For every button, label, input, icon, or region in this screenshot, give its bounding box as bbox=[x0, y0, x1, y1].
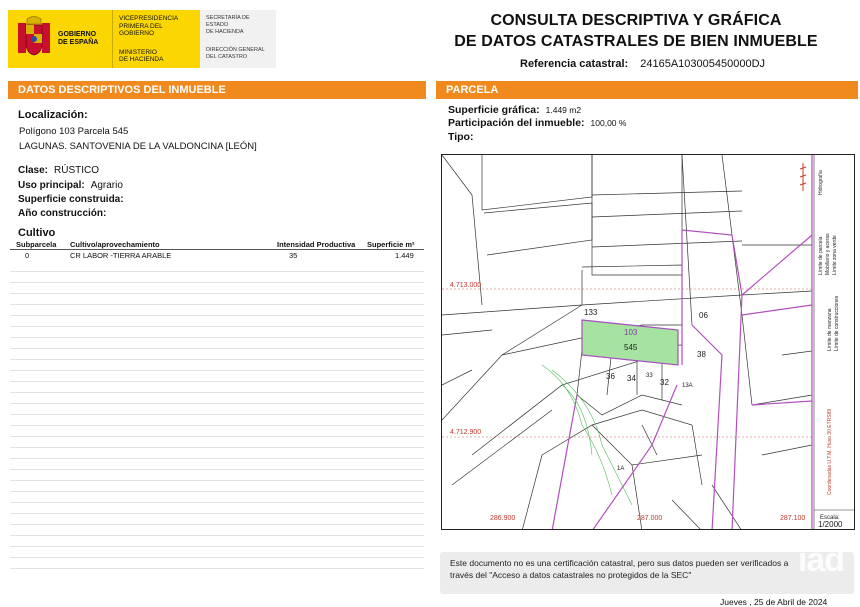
directorate-line2: DEL CATASTRO bbox=[206, 54, 248, 61]
secretariat-line1: SECRETARÍA DE ESTADO bbox=[206, 15, 250, 28]
table-row bbox=[10, 250, 424, 260]
parcel-label-34: 34 bbox=[627, 374, 636, 383]
verification-notice bbox=[440, 541, 854, 594]
cultivo-title: Cultivo bbox=[18, 227, 56, 239]
map-x-label-1: 286.900 bbox=[490, 515, 516, 522]
legend-zona-verde: Límite zona verde bbox=[832, 235, 838, 275]
participacion-label: Participación del inmueble: bbox=[448, 117, 585, 129]
anio-construccion-field bbox=[18, 208, 106, 219]
notice-line1: Este documento no es una certificación catastral, pero sus datos pueden ser verificados a bbox=[450, 558, 789, 568]
coat-of-arms bbox=[8, 10, 112, 68]
document-title bbox=[440, 10, 832, 52]
parcel-label-13a: 13A bbox=[682, 383, 693, 389]
superficie-construida-label: Superficie construida: bbox=[18, 194, 124, 205]
clase-label: Clase: bbox=[18, 165, 49, 176]
col-intensidad: Intensidad Productiva bbox=[277, 240, 356, 249]
notice-line2: través del "Acceso a datos catastrales no protegidos de la SEC" bbox=[450, 570, 692, 580]
parcel-label-38: 38 bbox=[697, 350, 706, 359]
secretariat-line2: DE HACIENDA bbox=[206, 28, 244, 35]
section-bar-descriptive: DATOS DESCRIPTIVOS DEL INMUEBLE bbox=[8, 81, 426, 99]
cell-superficie: 1.449 bbox=[395, 251, 414, 260]
anio-construccion-label: Año construcción: bbox=[18, 208, 107, 219]
spain-shield-icon bbox=[14, 15, 54, 63]
scale-value: 1/2000 bbox=[818, 520, 843, 529]
vicepresidency-line2: PRIMERA DEL GOBIERNO bbox=[119, 22, 163, 37]
section-bar-parcela: PARCELA bbox=[436, 81, 858, 99]
directorate-line1: DIRECCIÓN GENERAL bbox=[206, 47, 265, 54]
parcel-label-103: 103 bbox=[624, 328, 638, 337]
iad-watermark: iad bbox=[797, 541, 844, 579]
government-logo-block bbox=[8, 10, 276, 68]
superficie-grafica-label: Superficie gráfica: bbox=[448, 104, 540, 116]
col-subparcela: Subparcela bbox=[16, 240, 57, 249]
cultivo-table-header bbox=[10, 239, 424, 250]
parcel-label-133: 133 bbox=[584, 308, 598, 317]
ref-label: Referencia catastral: bbox=[520, 58, 629, 70]
vicepresidency-line1: VICEPRESIDENCIA bbox=[119, 15, 179, 22]
empty-table-lines bbox=[10, 261, 424, 579]
legend-parcela: Límite de parcela bbox=[818, 236, 824, 275]
footer-date: Jueves , 25 de Abril de 2024 bbox=[720, 597, 828, 607]
col-superficie: Superficie m² bbox=[367, 240, 415, 249]
parcel-label-545: 545 bbox=[624, 343, 638, 352]
map-x-label-3: 287.100 bbox=[780, 515, 806, 522]
location-line1: Polígono 103 Parcela 545 bbox=[19, 126, 129, 137]
title-line2: DE DATOS CATASTRALES DE BIEN INMUEBLE bbox=[454, 33, 818, 50]
clase-value: RÚSTICO bbox=[54, 165, 100, 176]
legend-mobiliario: Mobiliario y aceras bbox=[825, 233, 831, 275]
ministry-line1: MINISTERIO bbox=[119, 48, 157, 56]
location-line2: LAGUNAS. SANTOVENIA DE LA VALDONCINA [LEÓN] bbox=[19, 141, 257, 152]
map-y-label-2: 4.712.900 bbox=[450, 429, 482, 436]
cadastral-reference bbox=[520, 58, 765, 70]
legend-manzana: Límite de manzana bbox=[827, 308, 833, 351]
cell-subparcela: 0 bbox=[25, 251, 30, 260]
uso-field bbox=[18, 180, 123, 191]
map-x-label-2: 287.000 bbox=[637, 515, 663, 522]
uso-label: Uso principal: bbox=[18, 180, 85, 191]
superficie-construida-field bbox=[18, 194, 124, 205]
cell-intensidad: 35 bbox=[289, 251, 298, 260]
title-line1: CONSULTA DESCRIPTIVA Y GRÁFICA bbox=[490, 12, 782, 29]
legend-hidrografia: Hidrografía bbox=[818, 170, 824, 195]
north-arrow-icon bbox=[800, 163, 806, 191]
location-label: Localización: bbox=[18, 109, 88, 121]
secretariat-block bbox=[200, 10, 276, 68]
superficie-grafica-field bbox=[448, 104, 581, 116]
ministry-line2: DE HACIENDA bbox=[119, 56, 164, 63]
parcel-label-06: 06 bbox=[699, 311, 708, 320]
gov-name-line1: GOBIERNO bbox=[58, 31, 97, 38]
map-y-label-1: 4.713.000 bbox=[450, 282, 482, 289]
scale-label: Escala: bbox=[820, 515, 840, 521]
cell-cultivo: CR LABOR -TIERRA ARABLE bbox=[70, 251, 172, 260]
tipo-label: Tipo: bbox=[448, 131, 474, 143]
legend-construcciones: Límite de construcciones bbox=[834, 295, 840, 351]
parcel-label-1a: 1A bbox=[617, 466, 625, 472]
uso-value: Agrario bbox=[90, 180, 123, 191]
gov-name-line2: DE ESPAÑA bbox=[58, 39, 99, 46]
parcel-label-36: 36 bbox=[606, 372, 615, 381]
clase-field bbox=[18, 165, 99, 176]
tipo-field bbox=[448, 131, 473, 143]
col-cultivo: Cultivo/aprovechamiento bbox=[70, 240, 160, 249]
parcel-label-33: 33 bbox=[646, 373, 653, 379]
parcel-label-32: 32 bbox=[660, 378, 669, 387]
map-drawing bbox=[442, 155, 855, 530]
legend-coordinates: Coordenadas U.T.M. Huso 30 ETRS89 bbox=[827, 408, 833, 495]
superficie-grafica-value: 1.449 m2 bbox=[545, 105, 582, 115]
cadastral-map[interactable] bbox=[441, 154, 855, 530]
ref-value: 24165A103005450000DJ bbox=[640, 58, 766, 70]
participacion-value: 100,00 % bbox=[590, 118, 627, 128]
ministry-block bbox=[112, 10, 200, 68]
participacion-field bbox=[448, 117, 626, 129]
